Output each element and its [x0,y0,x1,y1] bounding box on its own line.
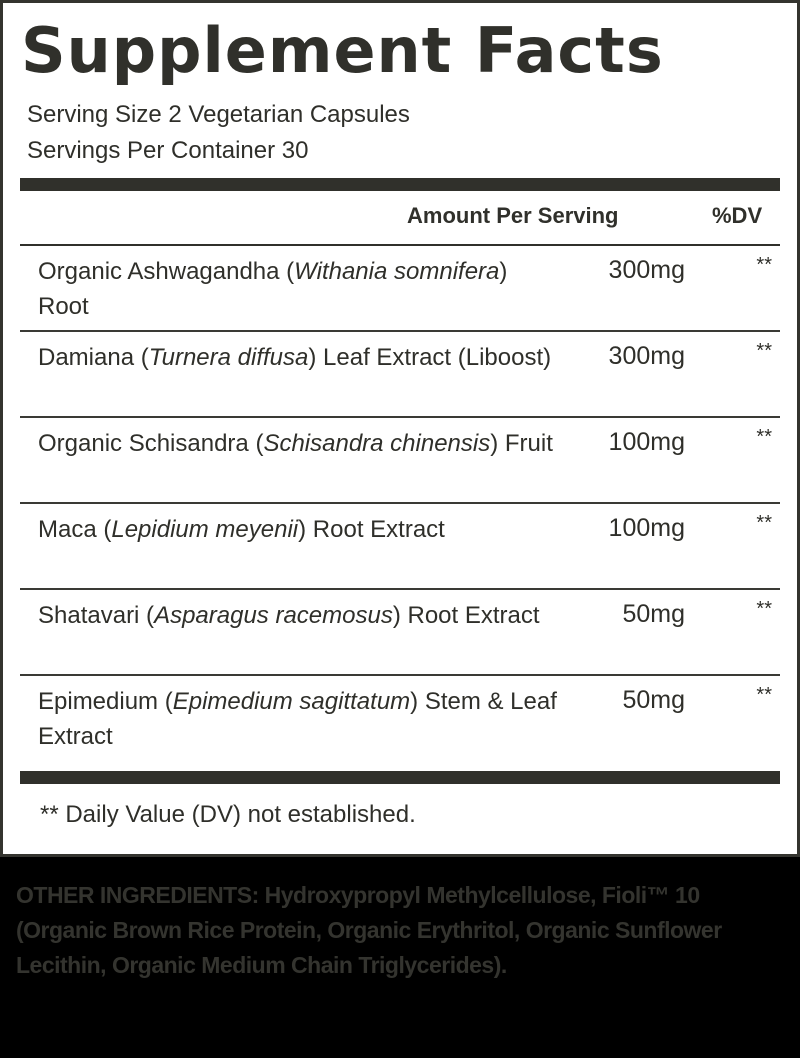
ingredient-dv: ** [756,340,772,362]
amount-per-serving-header: Amount Per Serving [407,203,619,228]
ingredient-amount: 300mg [608,256,685,284]
servings-per-container: Servings Per Container 30 [27,137,309,164]
ingredient-latin-name: Withania somnifera [294,258,500,285]
ingredient-common-name: Organic Ashwagandha ( [38,258,295,285]
other-ingredients [16,878,776,983]
ingredient-latin-name: Lepidium meyenii [111,516,299,543]
ingredient-name [38,426,558,461]
ingredient-common-name: Organic Schisandra ( [38,430,264,457]
ingredient-part: ) Stem & Leaf Extract [38,688,557,750]
ingredient-name [38,254,558,324]
ingredient-part: ) Root Extract [298,516,445,543]
ingredient-amount: 50mg [622,686,685,714]
ingredient-common-name: Damiana ( [38,344,149,371]
ingredient-amount: 100mg [608,514,685,542]
page-title: Supplement Facts [21,14,664,87]
ingredient-name [38,512,558,547]
ingredient-name [38,340,558,375]
ingredient-latin-name: Turnera diffusa [148,344,309,371]
ingredient-common-name: Shatavari ( [38,602,155,629]
ingredient-row [20,676,780,771]
ingredient-name [38,598,558,633]
ingredient-part: ) Root Extract [392,602,540,629]
ingredient-part: ) Root [38,258,508,320]
ingredient-name [38,684,558,754]
divider-thick-top [20,178,780,191]
ingredient-amount: 300mg [608,342,685,370]
footnote: ** Daily Value (DV) not established. [40,801,416,828]
ingredient-dv: ** [756,426,772,448]
ingredient-row [20,332,780,418]
ingredient-dv: ** [756,598,772,620]
ingredient-row [20,504,780,590]
ingredient-latin-name: Schisandra chinensis [263,430,491,457]
ingredient-common-name: Maca ( [38,516,112,543]
ingredient-part: ) Fruit [490,430,553,457]
ingredient-latin-name: Epimedium sagittatum [172,688,411,715]
other-ingredients-text: Hydroxypropyl Methylcellulose, Fioli™ 10 (Organic Brown Rice Protein, Organic Erythritol, Organic Sunflower Lecithin, Organic Medium Chain Triglycerides). [16,882,722,978]
serving-size: Serving Size 2 Vegetarian Capsules [27,101,410,128]
dv-header: %DV [712,203,763,228]
ingredient-dv: ** [756,512,772,534]
ingredient-common-name: Epimedium ( [38,688,173,715]
ingredient-amount: 50mg [622,600,685,628]
ingredient-latin-name: Asparagus racemosus [154,602,393,629]
other-ingredients-heading: OTHER INGREDIENTS: [16,882,259,908]
ingredient-part: ) Leaf Extract (Liboost) [308,344,552,371]
ingredient-row [20,246,780,332]
ingredient-amount: 100mg [608,428,685,456]
divider-thick-bottom [20,771,780,784]
ingredient-row [20,418,780,504]
ingredient-dv: ** [756,684,772,706]
ingredient-row [20,590,780,676]
ingredient-dv: ** [756,254,772,276]
